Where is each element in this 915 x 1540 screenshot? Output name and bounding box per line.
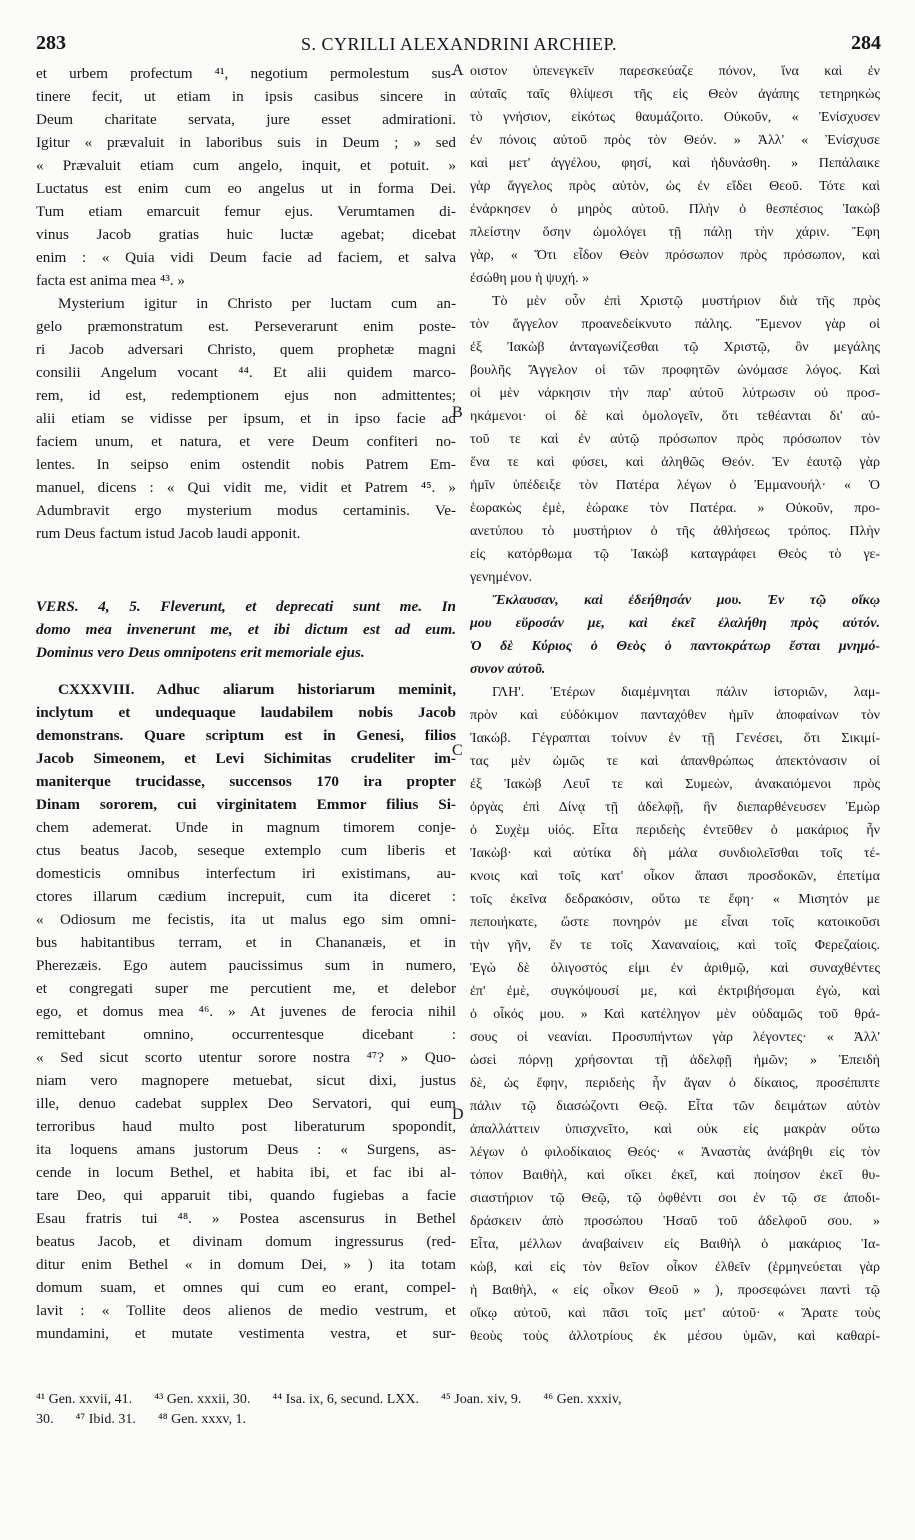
text-line: facta est anima mea ⁴³. »	[36, 272, 185, 289]
text-line: Ἔκλαυσαν, καὶ ἐδεήθησάν μου. Ἐν τῷ οἴκῳ	[492, 593, 880, 608]
text-line: δὲ, ὡς ἔφην, περιδεὴς ἦν ἄγαν ὁ δίκαιος, προσέπιπτε	[470, 1076, 880, 1091]
text-line: δράσκειν ἀπὸ προσώπου Ἡσαῦ τοῦ ἀδελφοῦ σου. »	[470, 1214, 880, 1229]
text-line: faciem unum, et natura, et vere Deum confiteri no-	[36, 433, 456, 450]
text-line: Dinam sororem, cui virginitatem Emmor filius Si-	[36, 796, 456, 813]
text-line: lavit : « Tollite deos alienos de medio vestrum, et	[36, 1302, 456, 1319]
footnote: ⁴³ Gen. xxxii, 30.	[154, 1392, 251, 1407]
text-line: Mysterium igitur in Christo per luctam cum an-	[58, 295, 456, 312]
text-line: ηκάμενοι· οἱ δὲ καὶ ὁμολογεῖν, ὅτι τεθέανται δι' αὐ-	[470, 409, 880, 424]
text-line: mundamini, et mutate vestimenta vestra, et sur-	[36, 1325, 456, 1342]
footnote-line-1	[36, 1390, 881, 1410]
text-line: κὼβ, καὶ εἰς τὸν θεῖον οἶκον ἐλθεῖν (ἑρμηνεύεται γὰρ	[470, 1260, 880, 1275]
text-line: ὁ οἶκός μου. » Καὶ κατέληγον μὲν οὐδαμῶς τοῦ θρά-	[470, 1007, 880, 1022]
text-line: ἐπ' ἐμὲ, συγκόψουσί με, καὶ ἐκτριβήσομαι ἐγὼ, καὶ	[470, 984, 880, 999]
text-line: τὴν γῆν, ἔν τε τοῖς Χαναναίοις, καὶ τοῖς Φερεζαίοις.	[470, 938, 880, 953]
text-line: τας μὲν ὠμῶς τε καὶ ἀπανθρώπως ἀπεκτόνασιν οἱ	[470, 754, 880, 769]
text-line: ανετύπου τὸ μυστήριον ὁ τῆς ἀθλήσεως τρόπος. Πλὴν	[470, 524, 880, 539]
text-line: Luctatus est enim cum eo angelus ut in forma Dei.	[36, 180, 456, 197]
footnotes	[36, 1390, 881, 1430]
text-line: gelo præmonstratum est. Perseverarunt enim poste-	[36, 318, 456, 335]
text-line: καὶ μετ' ἀγγέλου, φησί, καὶ ἠδυνάσθη. » Πεπάλαικε	[470, 156, 880, 171]
footnote: ⁴⁷ Ibid. 31.	[75, 1412, 136, 1427]
text-line: maniterque trucidasse, succensos 170 ira propter	[36, 773, 456, 790]
text-line: αὐταῖς ταῖς θλίψεσι τῆς εἰς Θεὸν ἀγάπης τετηρηκὼς	[470, 87, 880, 102]
text-line: τοῖς ἐκεῖνα δεδρακόσιν, οὕτω τε ἔφη· « Μισητόν με	[470, 892, 880, 907]
footnote: ⁴⁵ Joan. xiv, 9.	[441, 1392, 522, 1407]
greek-column	[470, 60, 880, 1348]
text-line: alii etiam se vidisse per ipsum, et in ipso facie ad	[36, 410, 456, 427]
text-line: et congregati super me percutient me, et delebor	[36, 980, 456, 997]
text-line: vinus Jacob gratias huic luctæ agebat; dicebat	[36, 226, 456, 243]
latin-commentary	[36, 678, 456, 1345]
text-line: ego, et domus mea ⁴⁶. » At juvenes de ferocia nihil	[36, 1003, 456, 1020]
text-line: enim : « Quia vidi Deum facie ad faciem, et salva	[36, 249, 456, 266]
text-line: domo mea invenerunt me, et ibi dictum est ad eum.	[36, 621, 456, 638]
text-line: consilii Angelum vocant ⁴⁴. Et alii quidem marco-	[36, 364, 456, 381]
text-line: λέγων ὁ φιλοδίκαιος Θεός· « Ἀναστὰς ἀνάβηθι εἰς τὸν	[470, 1145, 880, 1160]
text-line: Εἶτα, μέλλων ἀναβαίνειν εἰς Βαιθὴλ ὁ μακάριος Ἰα-	[470, 1237, 880, 1252]
text-line: « Odiosum me fecistis, ita ut malus ego sim omni-	[36, 911, 456, 928]
footnote: ⁴⁸ Gen. xxxv, 1.	[157, 1412, 247, 1427]
text-line: domum suam, et omnes qui cum eo erant, compel-	[36, 1279, 456, 1296]
text-line: beatus Jacob, et divinam domum ingressurus (red-	[36, 1233, 456, 1250]
greek-commentary	[470, 681, 880, 1348]
text-line: Τὸ μὲν οὖν ἐπὶ Χριστῷ μυστήριον διὰ τῆς πρὸς	[492, 294, 880, 309]
running-title: S. CYRILLI ALEXANDRINI ARCHIEP.	[301, 34, 618, 54]
text-line: ἕνα τε καὶ φύσει, καὶ ἀληθῶς Θεόν. Ἐν ἑαυτῷ γὰρ	[470, 455, 880, 470]
text-line: τὸ γνήσιον, εἰκότως θαυμάζοιτο. Οὐκοῦν, « Ἐνίσχυσεν	[470, 110, 880, 125]
text-line: πάλιν τῷ διασώζοντι Θεῷ. Εἶτα τῶν δειμάτων αὐτὸν	[470, 1099, 880, 1114]
text-line: VERS. 4, 5. Fleverunt, et deprecati sunt me. In	[36, 598, 456, 615]
text-line: πρὸν καὶ εὐδόκιμον πανταχόθεν ἡμῖν ἀποφαίνων τὸν	[470, 708, 880, 723]
text-line: τὸν ἄγγελον προανεδείκνυτο πάλης. Ἔμενον γὰρ οἱ	[470, 317, 880, 332]
text-line: ditur enim Bethel « in domum Dei, » ) ita totam	[36, 1256, 456, 1273]
text-line: βουλῆς Ἄγγελον οἱ τῶν προφητῶν ὠνόμασε λόγος. Καὶ	[470, 363, 880, 378]
text-line: terroribus haud multo post liberaturum spopondit,	[36, 1118, 456, 1135]
text-line: ctus beatus Jacob, seseque extemplo cum liberis et	[36, 842, 456, 859]
text-line: ἐσώθη μου ἡ ψυχή. »	[470, 271, 590, 286]
text-line: ita loquens amans justorum Deus : « Surgens, as-	[36, 1141, 456, 1158]
text-line: remittebant omnino, occurrentesque dicebant :	[36, 1026, 456, 1043]
text-line: Ἐγὼ δὲ ὀλιγοστός εἰμι ἐν ἀριθμῷ, καὶ συναχθέντες	[470, 961, 880, 976]
text-line: ἡμῖν ὑπέδειξε τὸν Πατέρα λέγων ὁ Ἐμμανουήλ· « Ὁ	[470, 478, 880, 493]
text-line: Dominus vero Deus omnipotens erit memoriale ejus.	[36, 644, 365, 661]
text-line: ἐξ Ἰακὼβ ἀνταγωνίζεσθαι τῷ Χριστῷ, ὃν μεγάλης	[470, 340, 880, 355]
text-line: πλείστην ὅσην ὡμολόγει τῇ πάλῃ τὴν χάριν. Ἔφη	[470, 225, 880, 240]
text-line: demonstrans. Quare scriptum est in Genesi, filios	[36, 727, 456, 744]
text-line: inclytum et undequaque laudabilem nobis Jacob	[36, 704, 456, 721]
text-line: ἡ Βαιθὴλ, « εἰς οἶκον Θεοῦ » ), προσεφώνει παντὶ τῷ	[470, 1283, 880, 1298]
text-line: rum Deus factum istud Jacob laudi apponit.	[36, 525, 301, 542]
text-line: τόπον Βαιθὴλ, καὶ οἴκει ἐκεῖ, καὶ ποίησον ἐκεῖ θυ-	[470, 1168, 880, 1183]
text-line: Ἰακὼβ· καὶ αὐτίκα δὴ μάλα συνδιολεῖσθαι τοῖς τέ-	[470, 846, 880, 861]
margin-marker-a: A	[452, 62, 464, 79]
text-line: σιαστήριον τῷ Θεῷ, τῷ ὀφθέντι σοι ἐν τῷ σε ἀποδι-	[470, 1191, 880, 1206]
text-line: συνον αὐτοῦ.	[470, 662, 546, 677]
footnote: 30.	[36, 1412, 54, 1427]
text-line: ille, denuo cadebat supplex Deo Servatori, qui eum	[36, 1095, 456, 1112]
text-line: rem, id est, redemptionem ejus non admittentes;	[36, 387, 456, 404]
text-line: « Sed sicut scorto utentur sorore nostra ⁴⁷? » Quo-	[36, 1049, 456, 1066]
text-line: Adumbravit ergo mysterium modus certaminis. Ve-	[36, 502, 456, 519]
text-line: Pherezæis. Ego autem paucissimus sum in numero,	[36, 957, 456, 974]
footnote-line-2	[36, 1410, 881, 1430]
latin-column	[36, 62, 456, 1345]
text-line: Ὁ δὲ Κύριος ὁ Θεὸς ὁ παντοκράτωρ ἔσται μνημό-	[470, 639, 880, 654]
footnote: ⁴¹ Gen. xxvii, 41.	[36, 1392, 133, 1407]
latin-paragraphs	[36, 62, 456, 545]
greek-paragraphs	[470, 60, 880, 589]
text-line: Ἰακώβ. Γέγραπται τοίνυν ἐν τῇ Γενέσει, ὅτι Σικιμί-	[470, 731, 880, 746]
text-line: manuel, dicens : « Qui vidit me, vidit et Patrem ⁴⁵. »	[36, 479, 456, 496]
text-line: ctores illarum cædium increpuit, cum ita diceret :	[36, 888, 456, 905]
text-line: ἐν πόνοις αὐτοῦ πρὸς τὸν Θεόν. » Ἀλλ' « Ἐνίσχυσε	[470, 133, 880, 148]
text-line: ὡσεὶ πόρνῃ χρήσονται τῇ ἀδελφῇ ἡμῶν; » Ἐπειδὴ	[470, 1053, 880, 1068]
page-header	[36, 30, 881, 60]
text-line: ἑωρακὼς ἐμὲ, ἑώρακε τὸν Πατέρα. » Οὐκοῦν, προ-	[470, 501, 880, 516]
margin-marker-b: B	[452, 404, 463, 421]
text-line: lentes. In seipso enim ostendit nobis Patrem Em-	[36, 456, 456, 473]
latin-verse-heading	[36, 595, 456, 664]
text-line: γὰρ ἄγγελος πρὸς αὐτὸν, ὡς ἐν εἴδει Θεοῦ. Τότε καὶ	[470, 179, 880, 194]
text-line: cende in locum Bethel, et habita ibi, et fac ibi al-	[36, 1164, 456, 1181]
greek-verse-heading	[470, 589, 880, 681]
text-line: οἴκῳ αὐτοῦ, καὶ πᾶσι τοῖς μετ' αὐτοῦ· « Ἄρατε τοὺς	[470, 1306, 880, 1321]
text-line: Tum etiam emarcuit femur ejus. Verumtamen di-	[36, 203, 456, 220]
text-line: οἱ μὲν νάρκησιν τὴν παρ' αὐτοῦ λύτρωσιν οὐ προσ-	[470, 386, 880, 401]
text-line: ΓΛΗ'. Ἑτέρων διαμέμνηται πάλιν ἱστοριῶν, λαμ-	[492, 685, 880, 700]
text-line: Igitur « prævaluit in laboribus suis in Deum ; » sed	[36, 134, 456, 151]
margin-marker-c: C	[452, 742, 463, 759]
text-line: κνοις καὶ τοῖς κατ' οἶκον ἅπασι προσδοκῶν, ἐπετίμα	[470, 869, 880, 884]
text-line: ἐνάρκησεν ὁ μηρὸς αὐτοῦ. Πλὴν ὁ θεσπέσιος Ἰακὼβ	[470, 202, 880, 217]
text-line: ἐξ Ἰακὼβ Λευΐ τε καὶ Συμεὼν, ἀνακαιόμενοι πρὸς	[470, 777, 880, 792]
text-line: μου εὕροσάν με, καὶ ἐκεῖ ἐλαλήθη πρὸς αὐτόν.	[470, 616, 880, 631]
text-line: chem ademerat. Unde in magnum timorem conje-	[36, 819, 456, 836]
text-line: tinere fecit, ut etiam in ipsis casibus sincere in	[36, 88, 456, 105]
page-number-left: 283	[36, 32, 66, 54]
footnote: ⁴⁴ Isa. ix, 6, secund. LXX.	[272, 1392, 419, 1407]
text-line: tare Deo, qui apparuit tibi, quando fugiebas a facie	[36, 1187, 456, 1204]
text-line: σους οἱ νεανίαι. Προσυπήντων γὰρ λέγοντες· « Ἀλλ'	[470, 1030, 880, 1045]
text-line: εἰς κατόρθωμα τῷ Ἰακὼβ καταγράφει Θεὸς τὸ γε-	[470, 547, 880, 562]
text-line: domesticis omnibus interfectum iri existimans, au-	[36, 865, 456, 882]
text-line: τοῦ τε καὶ ἐν αὐτῷ πρόσωπον πρὸς πρόσωπον τὸν	[470, 432, 880, 447]
text-line: θεοὺς τοὺς ἀλλοτρίους ἐκ μέσου ὑμῶν, καὶ καθαρί-	[470, 1329, 880, 1344]
text-line: ὁ Συχὲμ υἱός. Εἶτα περιδεὴς ἐντεῦθεν ὁ μακάριος ἦν	[470, 823, 880, 838]
text-line: « Prævaluit etiam cum angelo, inquit, et potuit. »	[36, 157, 456, 174]
margin-marker-d: D	[452, 1106, 464, 1123]
text-line: ἀπαλλάττειν ὑπισχνεῖτο, καὶ οὐκ εἰς μακρὰν οὕτω	[470, 1122, 880, 1137]
text-line: ri Jacob adversari Christo, quem prophetæ magni	[36, 341, 456, 358]
footnote: ⁴⁶ Gen. xxxiv,	[543, 1392, 622, 1407]
text-line: ὀργὰς ἐπὶ Δίνᾳ τῇ ἀδελφῇ, ἣν διεπαρθένευσεν Ἐμὼρ	[470, 800, 880, 815]
text-line: οιστον ὑπενεγκεῖν παρεσκεύαζε πόνον, ἵνα καὶ ἐν	[470, 64, 880, 79]
text-line: γενημένον.	[470, 570, 533, 585]
text-line: Jacob Simeonem, et Levi Sichimitas crudeliter im-	[36, 750, 456, 767]
text-line: Deum charitate servata, jure esset admirationi.	[36, 111, 456, 128]
text-line: CXXXVIII. Adhuc aliarum historiarum meminit,	[58, 681, 456, 698]
text-line: Esau fratris tui ⁴⁸. » Postea ascensurus in Bethel	[36, 1210, 456, 1227]
page-number-right: 284	[851, 32, 881, 54]
text-line: πεποιήκατε, ὥστε πονηρόν με εἶναι τοῖς κατοικοῦσι	[470, 915, 880, 930]
text-line: et urbem profectum ⁴¹, negotium permolestum sus-	[36, 65, 456, 82]
text-line: bus habitantibus terram, et in Chananæis, et in	[36, 934, 456, 951]
text-line: γὰρ, « Ὅτι εἶδον Θεὸν πρόσωπον πρὸς πρόσωπον, καὶ	[470, 248, 880, 263]
text-line: niam vero magnopere metuebat, sicut dixi, justus	[36, 1072, 456, 1089]
